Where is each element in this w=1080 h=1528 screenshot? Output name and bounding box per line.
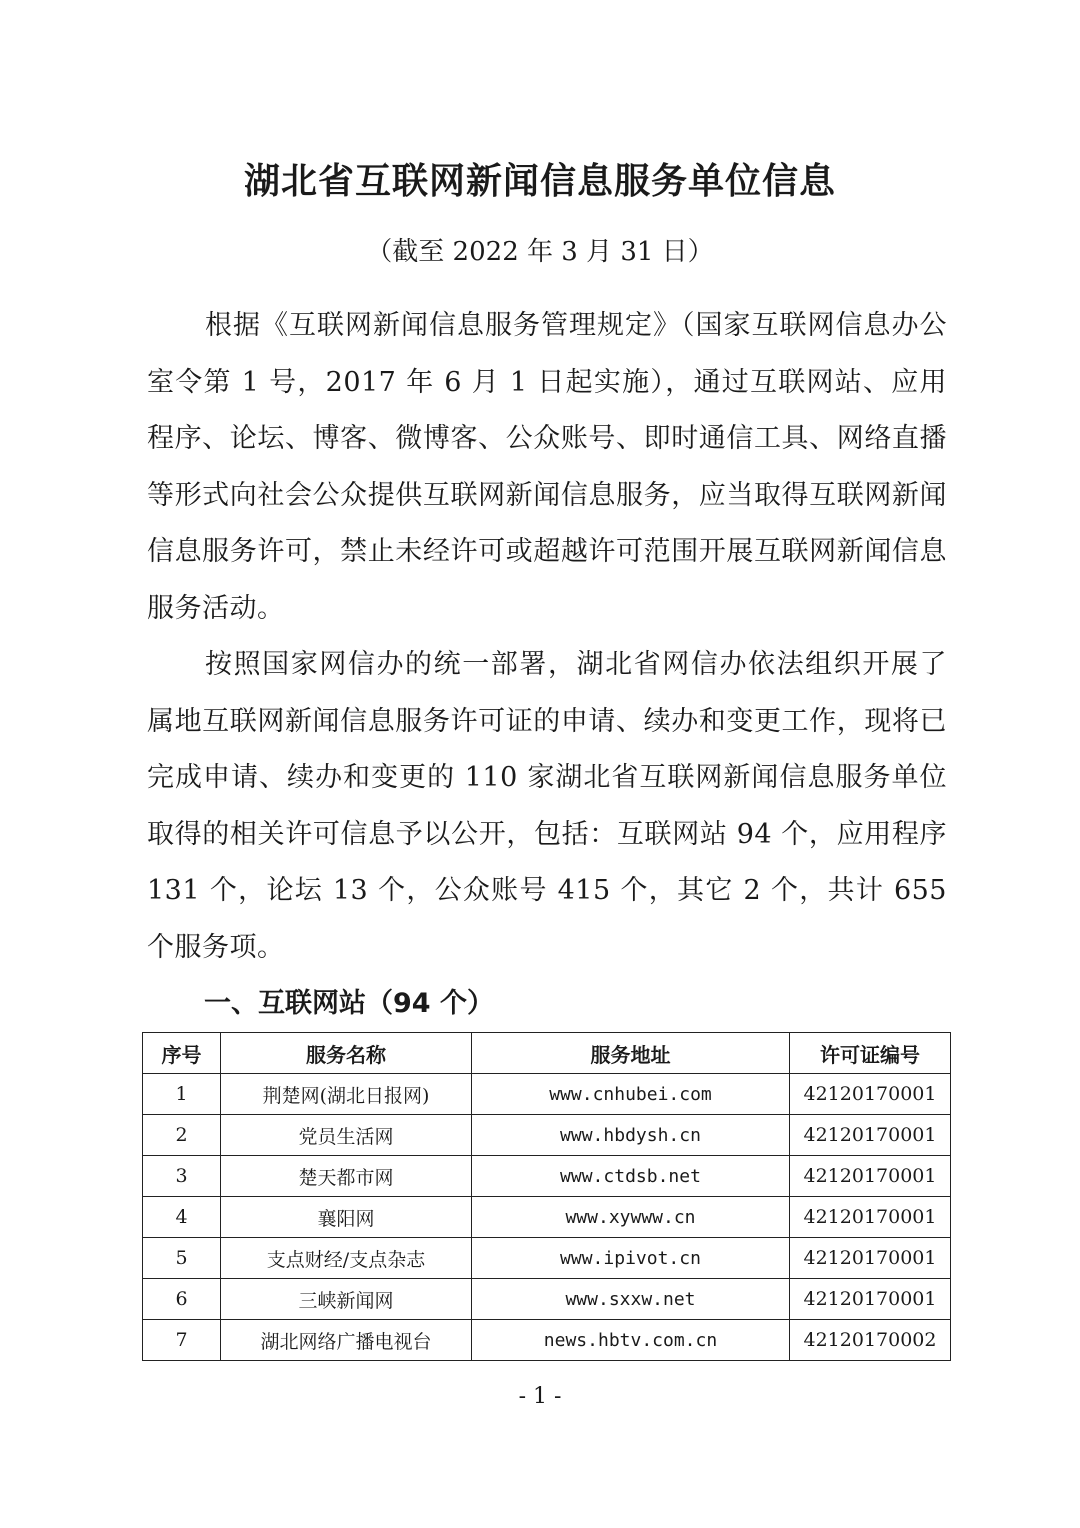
- section-heading: 一、互联网站（94 个）: [204, 988, 494, 1019]
- body-paragraph-1: 根据《互联网新闻信息服务管理规定》（国家互联网信息办公室令第 1 号，2017 年 6 月 1 日起实施），通过互联网站、应用程序、论坛、博客、微博客、公众账号、即时通信工具、网络直播等形式向社会公众提供互联网新闻信息服务，应当取得互联网新闻信息服务许可，禁止未经许可或超越许可范围开展互联网新闻信息服务活动。: [147, 310, 947, 624]
- header-serial-number: 序号: [143, 1033, 221, 1074]
- cell-license-number: 42120170001: [790, 1156, 951, 1197]
- cell-serial-number: 4: [143, 1197, 221, 1238]
- cell-license-number: 42120170001: [790, 1197, 951, 1238]
- cell-service-name: 支点财经/支点杂志: [221, 1238, 472, 1279]
- body-paragraph-2: 按照国家网信办的统一部署，湖北省网信办依法组织开展了属地互联网新闻信息服务许可证的申请、续办和变更工作，现将已完成申请、续办和变更的 110 家湖北省互联网新闻信息服务单位取得的相关许可信息予以公开，包括：互联网站 94 个，应用程序 131 个，论坛 13 个，公众账号 415 个，其它 2 个，共计 655 个服务项。: [147, 649, 947, 963]
- table-header-row: [143, 1033, 951, 1074]
- table-row: [143, 1074, 951, 1115]
- cell-service-name: 党员生活网: [221, 1115, 472, 1156]
- header-license-number: 许可证编号: [790, 1033, 951, 1074]
- cell-service-address: www.hbdysh.cn: [472, 1115, 790, 1156]
- cell-license-number: 42120170001: [790, 1074, 951, 1115]
- header-service-name: 服务名称: [221, 1033, 472, 1074]
- cell-service-address: news.hbtv.com.cn: [472, 1320, 790, 1361]
- table-row: [143, 1320, 951, 1361]
- cell-service-address: www.ipivot.cn: [472, 1238, 790, 1279]
- cell-service-name: 楚天都市网: [221, 1156, 472, 1197]
- cell-license-number: 42120170001: [790, 1115, 951, 1156]
- header-service-address: 服务地址: [472, 1033, 790, 1074]
- cell-service-address: www.cnhubei.com: [472, 1074, 790, 1115]
- cell-serial-number: 2: [143, 1115, 221, 1156]
- table-row: [143, 1238, 951, 1279]
- table-row: [143, 1197, 951, 1238]
- cell-serial-number: 5: [143, 1238, 221, 1279]
- cell-serial-number: 7: [143, 1320, 221, 1361]
- cell-service-address: www.xywww.cn: [472, 1197, 790, 1238]
- cell-service-name: 荆楚网(湖北日报网): [221, 1074, 472, 1115]
- page-number: - 1 -: [518, 1384, 562, 1409]
- table-row: [143, 1115, 951, 1156]
- cell-serial-number: 1: [143, 1074, 221, 1115]
- page-subtitle: （截至 2022 年 3 月 31 日）: [366, 237, 714, 267]
- table-row: [143, 1156, 951, 1197]
- cell-serial-number: 6: [143, 1279, 221, 1320]
- cell-service-name: 襄阳网: [221, 1197, 472, 1238]
- cell-license-number: 42120170002: [790, 1320, 951, 1361]
- table-row: [143, 1279, 951, 1320]
- cell-service-name: 三峡新闻网: [221, 1279, 472, 1320]
- cell-license-number: 42120170001: [790, 1238, 951, 1279]
- cell-service-name: 湖北网络广播电视台: [221, 1320, 472, 1361]
- service-table: [142, 1032, 951, 1361]
- cell-serial-number: 3: [143, 1156, 221, 1197]
- page-title: 湖北省互联网新闻信息服务单位信息: [243, 161, 836, 202]
- cell-service-address: www.ctdsb.net: [472, 1156, 790, 1197]
- cell-license-number: 42120170001: [790, 1279, 951, 1320]
- cell-service-address: www.sxxw.net: [472, 1279, 790, 1320]
